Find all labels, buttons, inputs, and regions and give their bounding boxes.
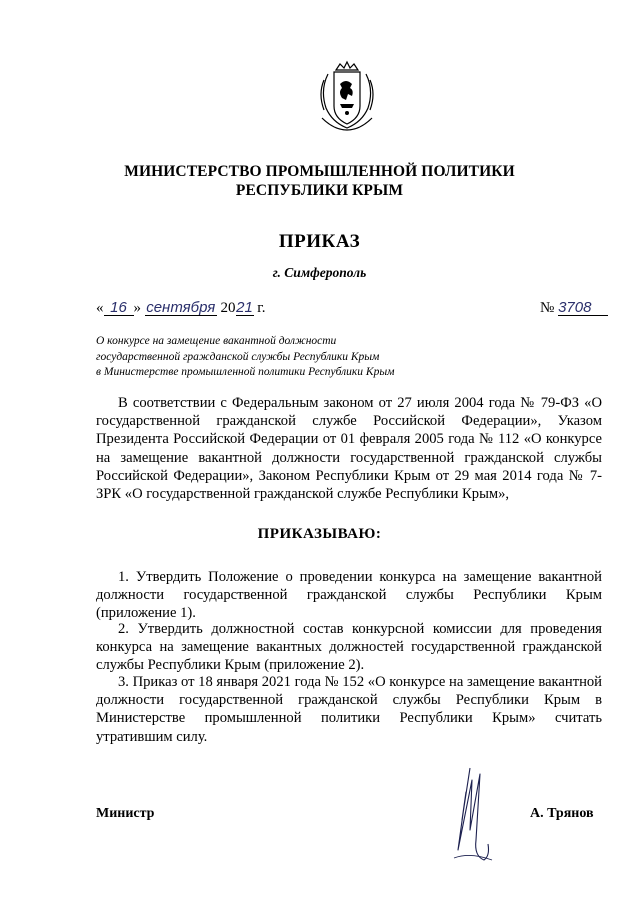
subject-line-3: в Министерстве промышленной политики Республики Крым	[96, 366, 395, 378]
order-item-1: 1. Утвердить Положение о проведении конкурса на замещение вакантной должности государственной гражданской службы Республики Крым (приложение 1).	[96, 569, 602, 622]
subject-line-1: О конкурсе на замещение вакантной должности	[96, 335, 337, 347]
ministry-name-line-1: МИНИСТЕРСТВО ПРОМЫШЛЕННОЙ ПОЛИТИКИ	[124, 163, 515, 180]
decree-heading: ПРИКАЗЫВАЮ:	[257, 526, 382, 542]
crimea-coat-of-arms-icon	[316, 60, 378, 132]
signatory-position: Министр	[96, 806, 155, 821]
number-label: №	[540, 300, 555, 316]
date-day: 16	[104, 300, 134, 316]
order-date	[96, 300, 265, 317]
date-month: сентября	[146, 299, 216, 316]
date-open-quote: «	[96, 300, 104, 316]
order-title: ПРИКАЗ	[278, 231, 361, 252]
subject-line-2: государственной гражданской службы Республики Крым	[96, 350, 380, 363]
order-item-2: 2. Утвердить должностной состав конкурсной комиссии для проведения конкурса на замещение вакантных должностей государственной гражданской службы Республики Крым (приложение 2).	[96, 621, 602, 674]
date-year-suffix: 21	[236, 299, 253, 316]
order-item-3: 3. Приказ от 18 января 2021 года № 152 «О конкурсе на замещение вакантной должности государственной гражданской службы Республики Крым в Министерстве промышленной политики Республики Крым» считать утратившим силу.	[96, 674, 602, 745]
order-subject	[96, 334, 394, 381]
signatory-name: А. Трянов	[530, 806, 594, 821]
date-year-unit: г.	[257, 300, 266, 316]
number-value: 3708	[558, 300, 608, 316]
handwritten-signature-icon	[440, 760, 510, 870]
ministry-name-line-2: РЕСПУБЛИКИ КРЫМ	[235, 182, 404, 199]
order-number	[540, 300, 608, 317]
date-year-prefix: 20	[220, 300, 236, 316]
preamble-paragraph: В соответствии с Федеральным законом от 27 июля 2004 года № 79-ФЗ «О государственной гражданской службе Российской Федерации», Указом Президента Российской Федерации от 01 февраля 2005 года № 112 «О конкурсе на замещение вакантной должности государственной гражданской службы Российской Федерации», Законом Республики Крым от 29 мая 2014 года № 7-ЗРК «О государственной гражданской службе Республики Крым»,	[96, 395, 602, 503]
date-close-quote: »	[133, 300, 141, 316]
city-label: г. Симферополь	[272, 265, 367, 280]
